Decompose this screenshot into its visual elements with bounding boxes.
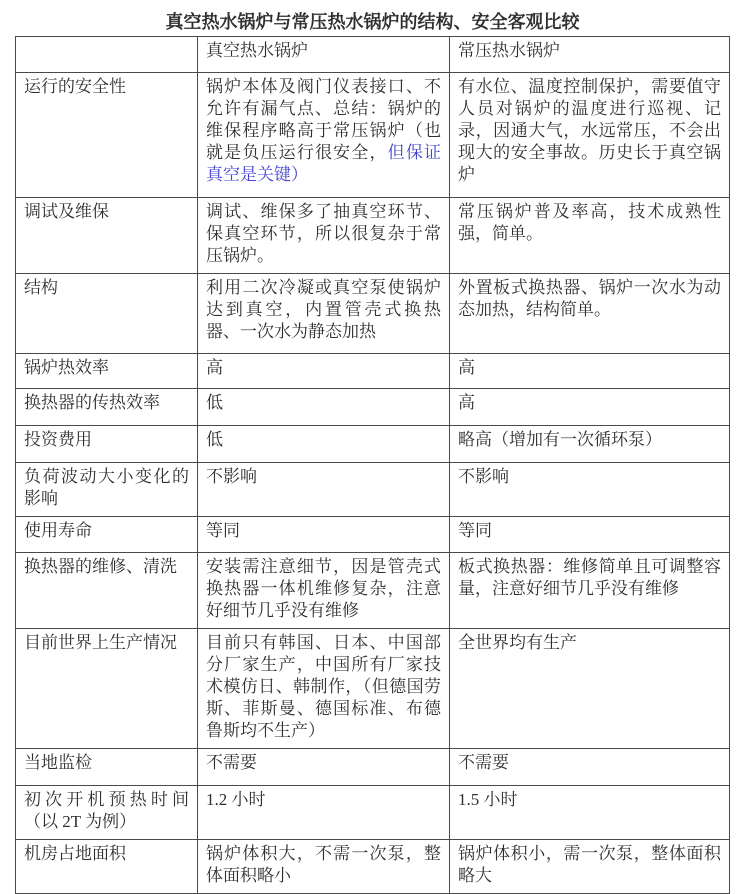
table-row	[16, 463, 730, 517]
vacuum-cell: 等同	[198, 517, 450, 553]
table-row	[16, 840, 730, 894]
vacuum-cell: 不需要	[198, 749, 450, 786]
vacuum-cell: 高	[198, 354, 450, 389]
row-label: 运行的安全性	[16, 73, 198, 198]
vacuum-cell: 低	[198, 426, 450, 463]
atmospheric-cell: 高	[450, 389, 730, 426]
table-header-row	[16, 37, 730, 73]
table-row	[16, 389, 730, 426]
row-label: 换热器的维修、清洗	[16, 553, 198, 629]
atmospheric-cell: 略高（增加有一次循环泵）	[450, 426, 730, 463]
table-row	[16, 426, 730, 463]
table-row	[16, 274, 730, 354]
table-row	[16, 354, 730, 389]
vacuum-cell: 目前只有韩国、日本、中国部分厂家生产，中国所有厂家技术模仿日、韩制作，（但德国劳斯、菲斯曼、德国标准、布德鲁斯均不生产）	[198, 629, 450, 749]
column-header-empty	[16, 37, 198, 73]
row-label: 结构	[16, 274, 198, 354]
row-label: 调试及维保	[16, 198, 198, 274]
page-title: 真空热水锅炉与常压热水锅炉的结构、安全客观比较	[165, 12, 580, 32]
row-label: 当地监检	[16, 749, 198, 786]
atmospheric-cell: 全世界均有生产	[450, 629, 730, 749]
vacuum-safety-emphasis: 但保证真空是关键）	[206, 143, 442, 184]
atmospheric-cell: 高	[450, 354, 730, 389]
atmospheric-cell: 不需要	[450, 749, 730, 786]
vacuum-cell: 锅炉体积大，不需一次泵，整体面积略小	[198, 840, 450, 894]
vacuum-cell: 1.2 小时	[198, 786, 450, 840]
atmospheric-cell: 锅炉体积小，需一次泵，整体面积略大	[450, 840, 730, 894]
row-label: 使用寿命	[16, 517, 198, 553]
row-label: 锅炉热效率	[16, 354, 198, 389]
vacuum-cell: 利用二次冷凝或真空泵使锅炉达到真空，内置管壳式换热器、一次水为静态加热	[198, 274, 450, 354]
vacuum-cell: 不影响	[198, 463, 450, 517]
vacuum-cell: 安装需注意细节，因是管壳式换热器一体机维修复杂，注意好细节几乎没有维修	[198, 553, 450, 629]
vacuum-cell: 低	[198, 389, 450, 426]
atmospheric-cell: 板式换热器：维修简单且可调整容量，注意好细节几乎没有维修	[450, 553, 730, 629]
row-label: 负荷波动大小变化的影响	[16, 463, 198, 517]
atmospheric-cell: 不影响	[450, 463, 730, 517]
row-label: 机房占地面积	[16, 840, 198, 894]
row-label: 换热器的传热效率	[16, 389, 198, 426]
table-row	[16, 786, 730, 840]
vacuum-safety-text: 锅炉本体及阀门仪表接口、不允许有漏气点、总结：锅炉的维保程序略高于常压锅炉（也就是负压运行很安全，	[206, 77, 441, 162]
table-row	[16, 517, 730, 553]
table-row	[16, 73, 730, 198]
column-header-vacuum-boiler: 真空热水锅炉	[198, 37, 450, 73]
table-row	[16, 629, 730, 749]
atmospheric-cell: 等同	[450, 517, 730, 553]
table-row	[16, 198, 730, 274]
row-label: 投资费用	[16, 426, 198, 463]
row-label: 目前世界上生产情况	[16, 629, 198, 749]
atmospheric-cell: 有水位、温度控制保护，需要值守人员对锅炉的温度进行巡视、记录，因通大气，水远常压，不会出现大的安全事故。历史长于真空锅炉	[450, 73, 730, 198]
row-label: 初次开机预热时间（以 2T 为例）	[16, 786, 198, 840]
column-header-atmospheric-boiler: 常压热水锅炉	[450, 37, 730, 73]
atmospheric-cell: 1.5 小时	[450, 786, 730, 840]
table-row	[16, 553, 730, 629]
comparison-table	[15, 36, 730, 894]
vacuum-cell: 调试、维保多了抽真空环节、保真空环节，所以很复杂于常压锅炉。	[198, 198, 450, 274]
atmospheric-cell: 常压锅炉普及率高，技术成熟性强，简单。	[450, 198, 730, 274]
table-row	[16, 749, 730, 786]
vacuum-cell	[198, 73, 450, 198]
atmospheric-cell: 外置板式换热器、锅炉一次水为动态加热，结构简单。	[450, 274, 730, 354]
